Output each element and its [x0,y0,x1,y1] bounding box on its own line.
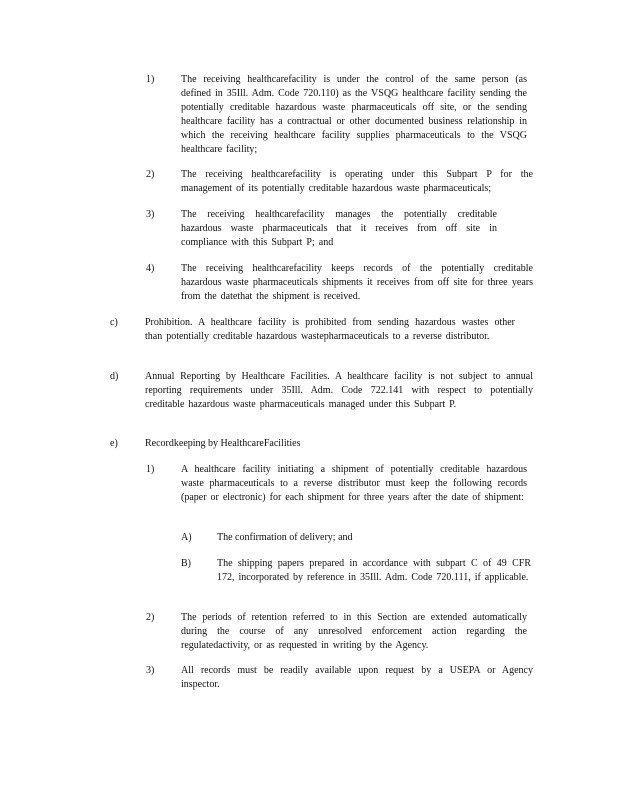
subitem-marker: A) [181,532,192,543]
section-marker: e) [110,438,118,449]
item-marker: 2) [146,169,155,180]
item-text: A healthcare facility initiating a shipment of potentially creditable hazardous waste pharmaceuticals to a reverse distributor must keep the following records (paper or electronic) for each shipment for three years after the date of shipment: [181,464,527,503]
item-text: The receiving healthcarefacility is operating under this Subpart P for the management of its potentially creditable hazardous waste pharmaceuticals; [181,169,533,194]
subitem-marker: B) [181,558,191,569]
item-text: The receiving healthcarefacility is under the control of the same person (as defined in 35Ill. Adm. Code 720.110) as the VSQG healthcare facility sending the potentially creditable hazardous waste pharmaceuticals off site, or the sending healthcare facility has a contractual or other documented business relationship in which the receiving healthcare facility supplies pharmaceuticals to the VSQG healthcare facility; [181,74,527,155]
item-marker: 3) [146,665,155,676]
item-marker: 3) [146,209,155,220]
item-marker: 2) [146,612,155,623]
item-marker: 4) [146,263,155,274]
subitem-text: The confirmation of delivery; and [217,532,353,543]
section-heading: Recordkeeping by HealthcareFacilities [145,438,301,449]
section-text: Annual Reporting by Healthcare Facilities. A healthcare facility is not subject to annual reporting requirements under 35Ill. Adm. Code 722.141 with respect to potentially creditable hazardous waste pharmaceuticals managed under this Subpart P. [145,371,533,410]
item-text: All records must be readily available upon request by a USEPA or Agency inspector. [181,665,533,690]
section-marker: d) [110,371,119,382]
subitem-text: The shipping papers prepared in accordance with subpart C of 49 CFR 172, incorporated by reference in 35Ill. Adm. Code 720.111, if applicable. [217,558,531,583]
section-text: Prohibition. A healthcare facility is prohibited from sending hazardous wastes other than potentially creditable hazardous wastepharmaceuticals to a reverse distributor. [145,317,515,342]
item-marker: 1) [146,74,155,85]
section-marker: c) [110,317,118,328]
item-text: The periods of retention referred to in this Section are extended automatically during the course of any unresolved enforcement action regarding the regulatedactivity, or as requested in writing by the Agency. [181,612,527,651]
item-text: The receiving healthcarefacility keeps records of the potentially creditable hazardous waste pharmaceuticals shipments it receives from off site for three years from the datethat the shipment is received. [181,263,533,302]
item-marker: 1) [146,464,155,475]
item-text: The receiving healthcarefacility manages the potentially creditable hazardous waste pharmaceuticals that it receives from off site in compliance with this Subpart P; and [181,209,497,248]
